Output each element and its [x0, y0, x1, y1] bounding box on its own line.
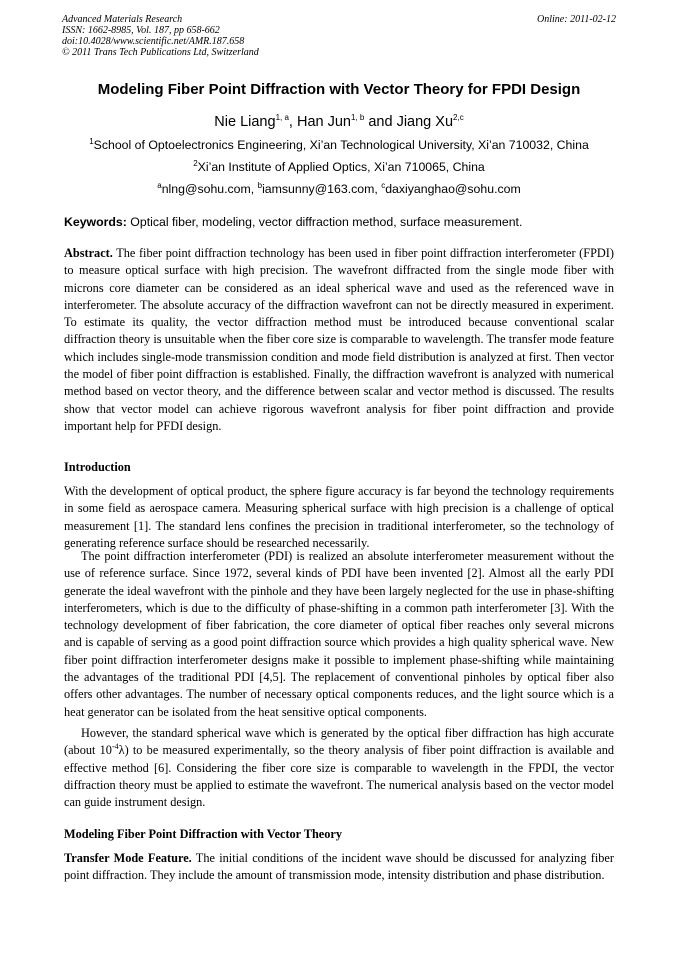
- author-sup: 1, a: [275, 113, 289, 123]
- intro-paragraph-3: However, the standard spherical wave which is generated by the optical fiber diffraction has high accurate (about $10^{-4}\lambda$) to be measured experimentally, so the theory analysis of fiber point diffraction is available and effective method [6]. Considering the fiber core size is comparable to wavelength in the FPDI, the vector diffraction theory must be applied to estimate the wavefront. The numerical analysis based on the vector model can guide instrument design.: [64, 726, 614, 810]
- author-name: Nie Liang: [214, 114, 276, 130]
- intro-paragraph-1: With the development of optical product, the sphere figure accuracy is far beyond the technology requirements in some field as aerospace camera. Measuring spherical surface with high precision is a challenge of optical measurement [1]. The standard lens confines the precision in traditional interferometer, so the technology of generating reference surface should be researched necessarily.: [64, 484, 614, 550]
- email-link[interactable]: daxiyanghao@sohu.com: [385, 182, 521, 196]
- email-link[interactable]: iamsunny@163.com: [262, 182, 375, 196]
- email-list: $^a$nlng@sohu.com, $^b$iamsunny@163.com, $^c$daxiyanghao@sohu.com: [157, 180, 521, 196]
- keywords-label: Keywords:: [64, 215, 127, 229]
- author-name: Han Jun: [296, 114, 351, 130]
- intro-paragraph-2: The point diffraction interferometer (PDI) is realized an absolute interferometer measurement without the use of reference surface. Since 1972, several kinds of PDI have been invented [2]. Almost all the early PDI generate the ideal wavefront with the pinhole and they have been largely neglected for the use in phase-shifting interferometers, which is due to the difficulty of phase-shifting in a common path interferometer [3]. With the technology development of fiber fabrication, the core diameter of optical fiber reaches only several microns and is capable of serving as a good point diffraction source which provides a high quality spherical wave. New fiber point diffraction interferometer designs make it possible to implement phase-shifting while maintaining the advantages of the traditional PDI [4,5]. The replacement of conventional pinholes by optical fiber also offers other advantages. The number of necessary optical components reduces, and the light source which is a heat generator can be isolated from the heat sensitive optical components.: [64, 549, 614, 719]
- section-heading-modeling: Modeling Fiber Point Diffraction with Vector Theory: [64, 827, 343, 841]
- copyright-line: © 2011 Trans Tech Publications Ltd, Switzerland: [62, 47, 259, 58]
- author-list: Nie Liang$^{1, a}$, Han Jun$^{1, b}$ and Jiang Xu$^{2,c}$: [214, 113, 464, 130]
- section-heading-introduction: Introduction: [64, 460, 131, 474]
- author-name: Jiang Xu: [396, 114, 454, 130]
- author-sup: 1, b: [350, 113, 365, 123]
- subsection-label: Transfer Mode Feature.: [64, 851, 192, 865]
- issn-line: ISSN: 1662-8985, Vol. 187, pp 658-662: [62, 25, 220, 36]
- affiliation-1: $^1$School of Optoelectronics Engineering, Xi’an Technological University, Xi’an 710032, China: [89, 136, 589, 152]
- email-link[interactable]: nlng@sohu.com: [161, 182, 251, 196]
- author-sup: 2,c: [453, 113, 464, 123]
- abstract: [64, 245, 614, 435]
- abstract-text: The fiber point diffraction technology has been used in fiber point diffraction interferometer (FPDI) to measure optical surface with high precision. The wavefront diffracted from the single mode fiber with microns core diameter can be considered as an ideal spherical wave and used as the referenced wave in interferometer. The absolute accuracy of the diffraction wavefront can not be directly measured in experiment. To estimate its quality, the vector diffraction method must be introduced because conventional scalar diffraction theory is unsuitable when the fiber core size is comparable to wavelength. The transfer mode feature which includes single-mode transmission condition and mode field distribution is analyzed at first. Then vector the model of fiber point diffraction is established. Finally, the diffraction wavefront is analyzed with numerical method based on vector theory, and the difference between scalar and vector method is discussed. The results show that vector model can achieve rigorous wavefront analysis for fiber point diffraction and provide important help for PFDI design.: [64, 246, 614, 433]
- keywords: [64, 215, 624, 230]
- journal-name: Advanced Materials Research: [62, 14, 183, 25]
- journal-header: [62, 14, 259, 58]
- abstract-label: Abstract.: [64, 246, 113, 260]
- keywords-text: Optical fiber, modeling, vector diffraction method, surface measurement.: [126, 215, 523, 229]
- affiliation-2: $^2$Xi’an Institute of Applied Optics, Xi’an 710065, China: [193, 158, 485, 174]
- online-date: Online: 2011-02-12: [537, 14, 616, 25]
- transfer-mode-paragraph: Transfer Mode Feature. The initial conditions of the incident wave should be discussed for analyzing fiber point diffraction. They include the amount of transmission mode, intensity distribution and phase distribution.: [64, 851, 614, 883]
- doi-line: doi:10.4028/www.scientific.net/AMR.187.658: [62, 36, 245, 47]
- paper-title: Modeling Fiber Point Diffraction with Vector Theory for FPDI Design: [97, 81, 581, 98]
